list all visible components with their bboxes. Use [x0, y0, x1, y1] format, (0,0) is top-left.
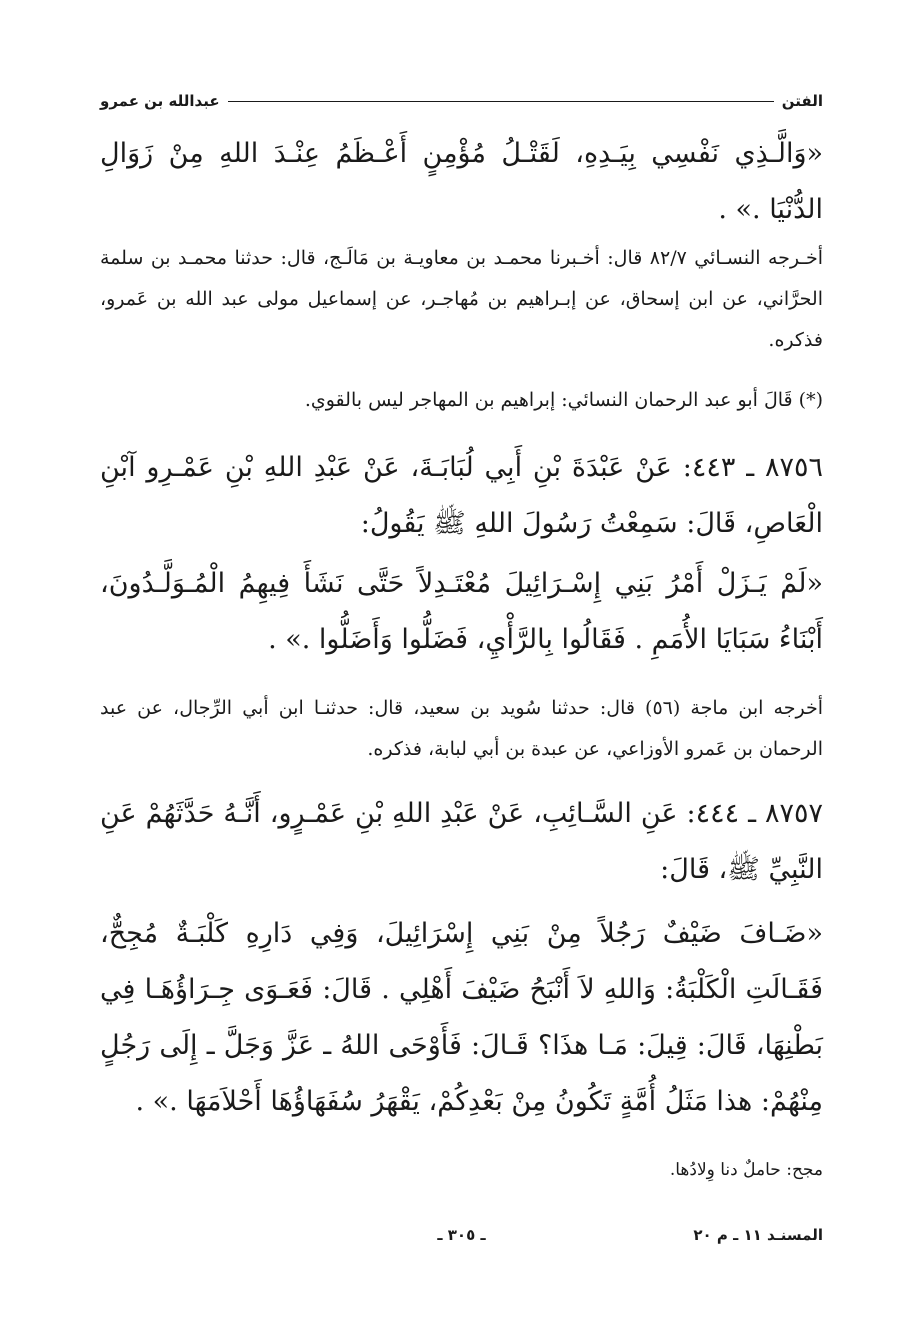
gloss-note — [100, 1155, 823, 1185]
hadith-8756-matn — [100, 556, 823, 668]
volume-signature: المسنـد ١١ ـ م ٢٠ — [693, 1226, 823, 1244]
takhrij-text: أخـرجه النسـائي ٨٢/٧ قال: أخـبرنا محمـد بن معاويـة بن مَالَـج، قال: حدثنا محمـد بن سلمة الحرَّاني، عن ابن إسحاق، عن إبـراهيم بن مُهاجـر، عن إسماعيل مولى عبد الله بن عَمرو، فذكره. — [100, 247, 823, 351]
isnad-text: ٨٧٥٧ ـ ٤٤٤: عَنِ السَّـائِبِ، عَنْ عَبْدِ اللهِ بْنِ عَمْـرٍو، أَنَّـهُ حَدَّثَهُمْ عَنِ النَّبِيِّ ﷺ، قَالَ: — [100, 798, 823, 885]
hadith-8757-isnad — [100, 786, 823, 898]
matn-text: «لَمْ يَـزَلْ أَمْرُ بَنِي إِسْـرَائِيلَ مُعْتَـدِلاً حَتَّى نَشَأَ فِيهِمُ الْمُـوَلَّـدُونَ، أَبْنَاءُ سَبَايَا الأُمَمِ . فَقَالُوا بِالرَّأْيِ، فَضَلُّوا وَأَضَلُّوا .» . — [100, 568, 823, 655]
nasai-comment — [100, 380, 823, 421]
page-number: ـ ٣٠٥ ـ — [437, 1226, 486, 1244]
takhrij-8755 — [100, 238, 823, 361]
gloss-text: مجح: حاملٌ دنا وِلادُها. — [669, 1160, 823, 1180]
hadith-8756-isnad — [100, 440, 823, 552]
isnad-text: ٨٧٥٦ ـ ٤٤٣: عَنْ عَبْدَةَ بْنِ أَبِي لُبَابَـةَ، عَنْ عَبْدِ اللهِ بْنِ عَمْـرِو آبْنِ الْعَاصِ، قَالَ: سَمِعْتُ رَسُولَ اللهِ ﷺ يَقُولُ: — [100, 452, 823, 539]
page-footer — [100, 1226, 823, 1250]
matn-text: «ضَـافَ ضَيْفٌ رَجُلاً مِنْ بَنِي إِسْرَائِيلَ، وَفِي دَارِهِ كَلْبَـةٌ مُجِحٌّ، فَقَـالَتِ الْكَلْبَةُ: وَاللهِ لاَ أَنْبَحُ ضَيْفَ أَهْلِي . قَالَ: فَعَـوَى جِـرَاؤُهَـا فِي بَطْنِهَا، قَالَ: قِيلَ: مَـا هذَا؟ قَـالَ: فَأَوْحَى اللهُ ـ عَزَّ وَجَلَّ ـ إِلَى رَجُلٍ مِنْهُمْ: هذا مَثَلُ أُمَّةٍ تَكُونُ مِنْ بَعْدِكُمْ، يَقْهَرُ سُفَهَاؤُهَا أَحْلاَمَهَا .» . — [100, 918, 823, 1117]
header-rule — [228, 101, 774, 102]
running-header — [100, 88, 823, 114]
takhrij-text: أخرجه ابن ماجة (٥٦) قال: حدثنا سُويد بن سعيد، قال: حدثنـا ابن أبي الرِّجال، عن عبد الرحمان بن عَمرو الأوزاعي، عن عبدة بن أبي لبابة، فذكره. — [100, 697, 823, 760]
takhrij-8756 — [100, 688, 823, 770]
matn-text: «وَالَّـذِي نَفْسِي بِيَـدِهِ، لَقَتْـلُ مُؤْمِنٍ أَعْـظَمُ عِنْـدَ اللهِ مِنْ زَوَالِ الدُّنْيَا .» . — [100, 138, 823, 225]
comment-text: (*) قَالَ أبو عبد الرحمان النسائي: إبراهيم بن المهاجر ليس بالقوي. — [304, 389, 823, 411]
header-narrator: عبدالله بن عمرو — [100, 92, 220, 110]
hadith-8757-matn — [100, 906, 823, 1130]
hadith-8755-ending — [100, 126, 823, 238]
header-section-title: الفتن — [781, 92, 823, 110]
